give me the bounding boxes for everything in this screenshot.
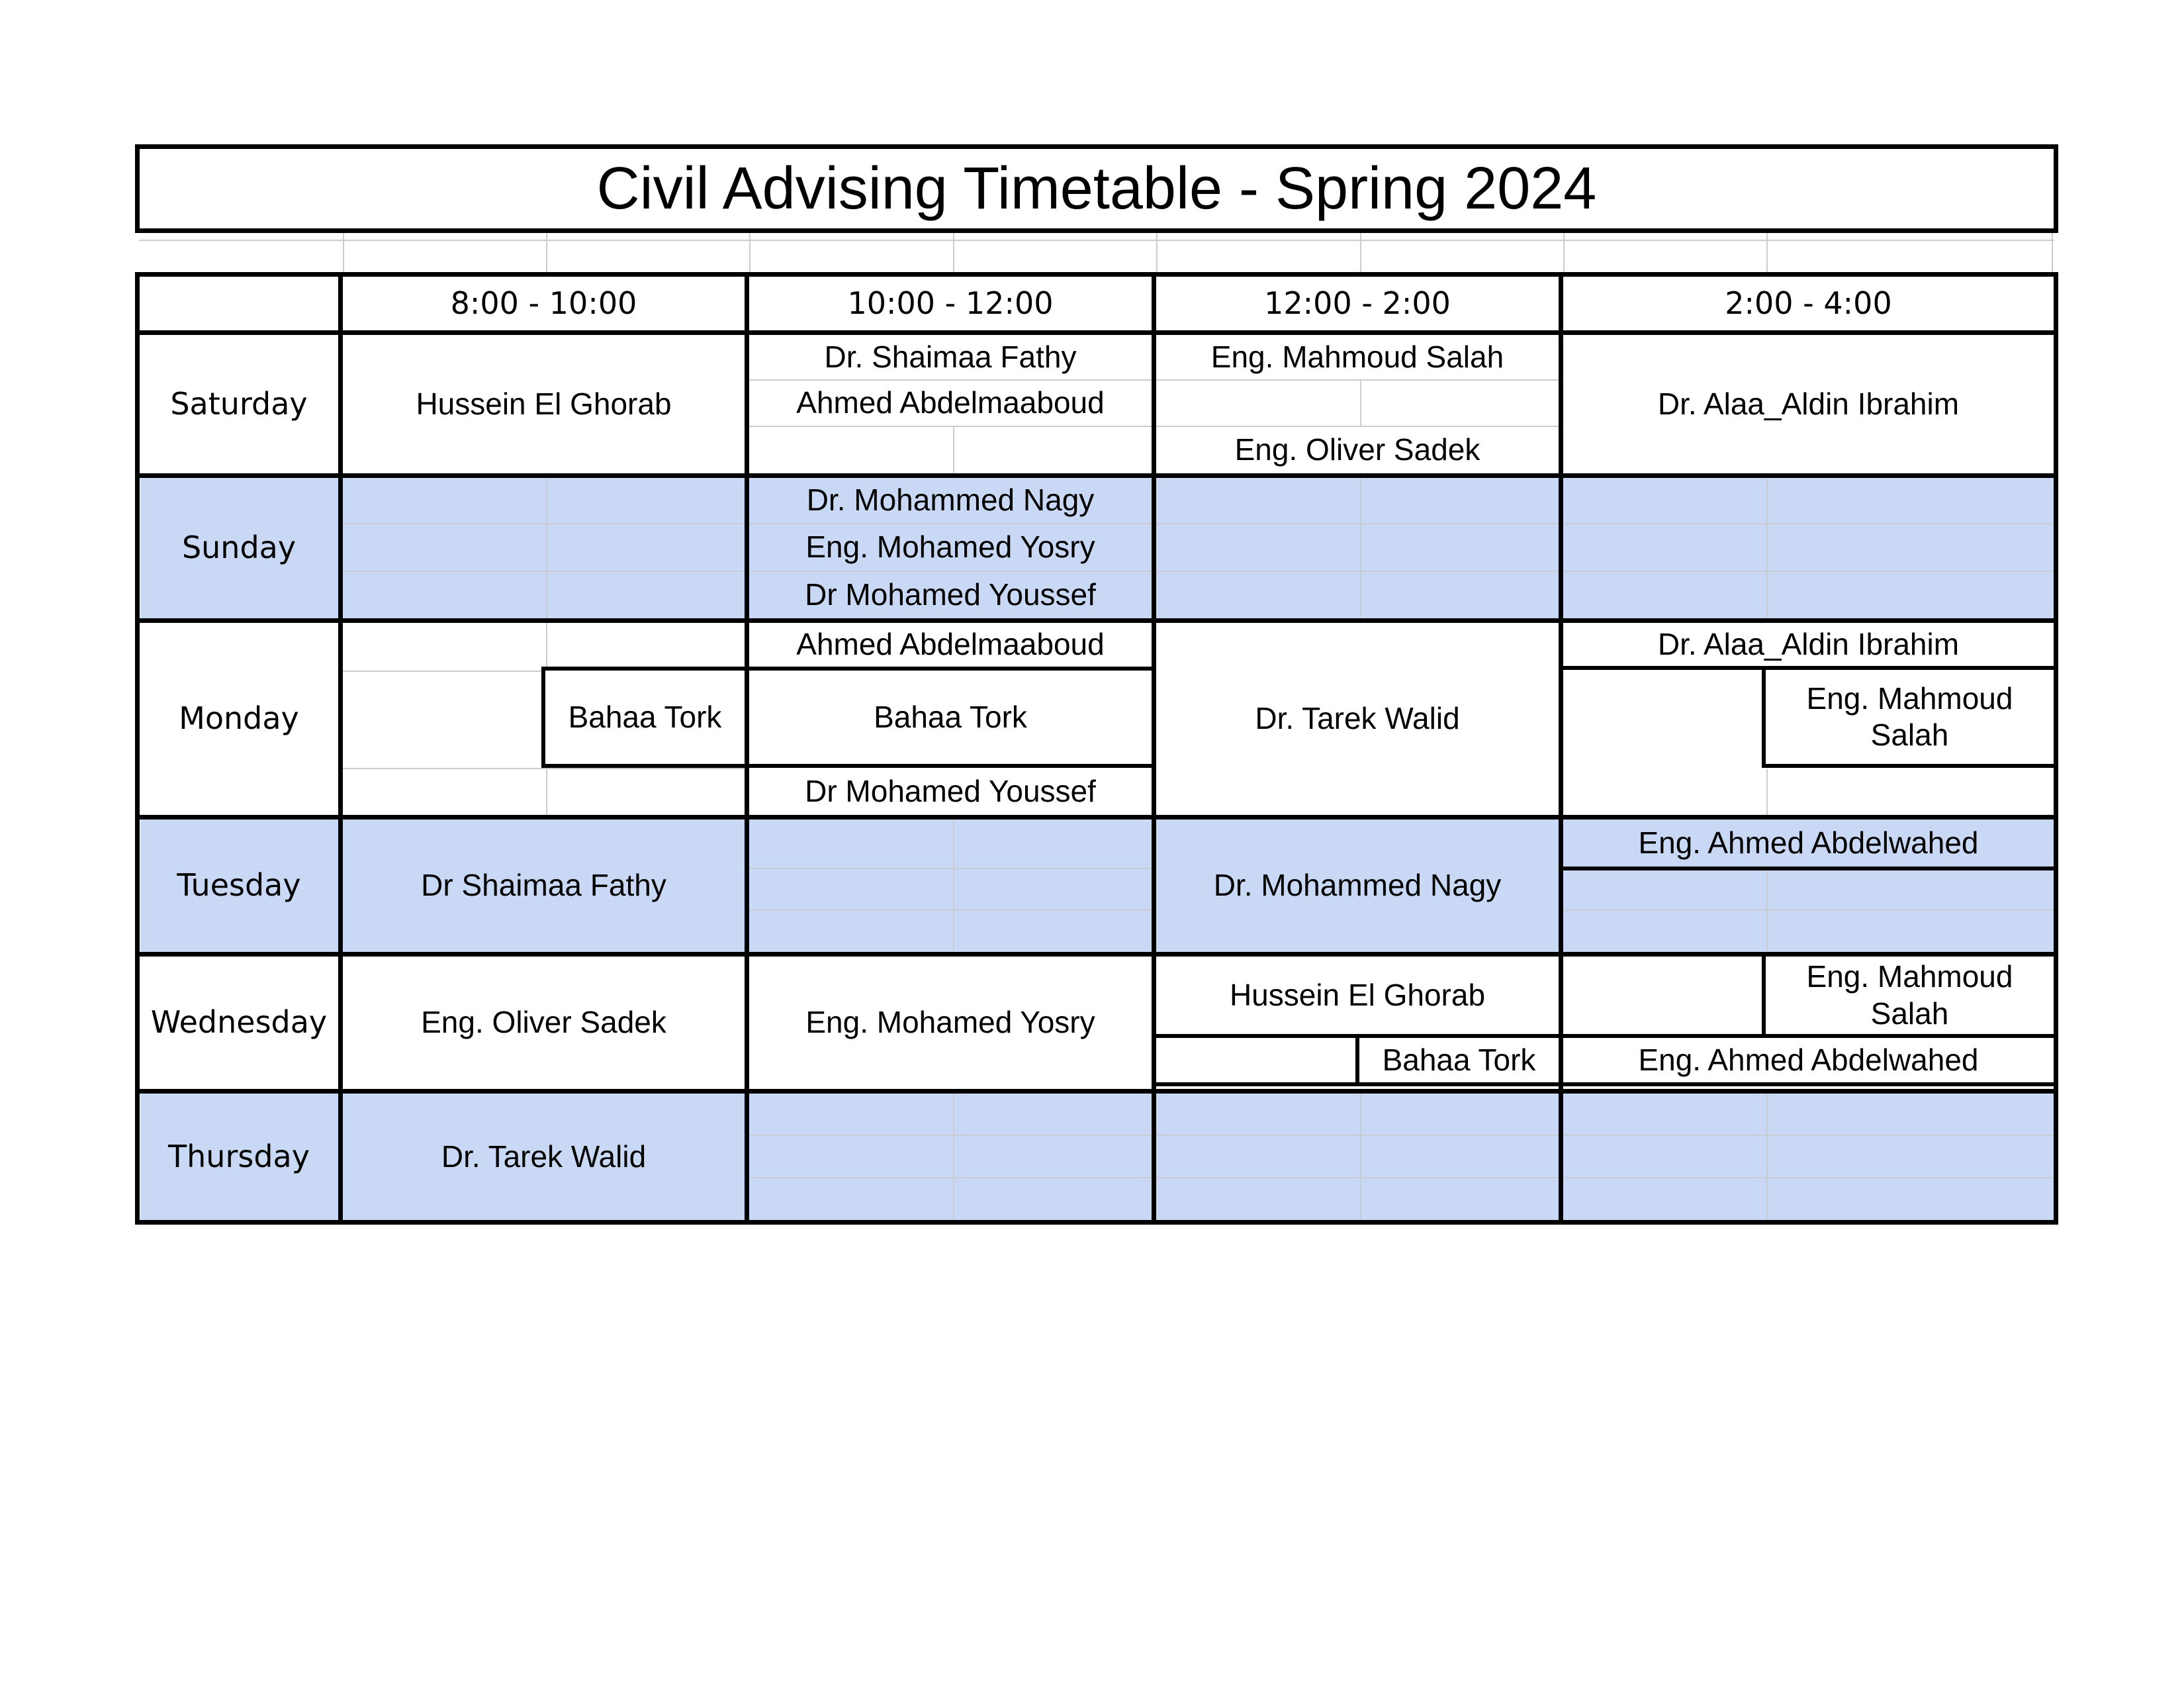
entry-wed-0204-a: Eng. Mahmoud Salah [1806, 959, 2013, 1031]
entry-wed-1202-b: Bahaa Tork [1382, 1042, 1536, 1077]
day-sunday: Sunday [181, 530, 296, 566]
day-wednesday: Wednesday [150, 1004, 328, 1041]
time-slot-0800-1000: 8:00 - 10:00 [450, 285, 637, 321]
entry-sun-1012-c: Dr Mohamed Youssef [805, 577, 1096, 612]
time-slot-1200-0200: 12:00 - 2:00 [1264, 285, 1451, 321]
entry-sat-1202-a: Eng. Mahmoud Salah [1210, 339, 1504, 374]
time-slot-1000-1200: 10:00 - 12:00 [847, 285, 1054, 321]
day-monday: Monday [179, 700, 299, 737]
page-title: Civil Advising Timetable - Spring 2024 [596, 156, 1597, 222]
entry-mon-1012-c: Dr Mohamed Youssef [805, 773, 1096, 808]
entry-sun-1012-b: Eng. Mohamed Yosry [805, 530, 1095, 565]
day-tuesday: Tuesday [177, 867, 301, 904]
entry-sat-0810: Hussein El Ghorab [416, 386, 672, 421]
entry-tue-0204: Eng. Ahmed Abdelwahed [1638, 825, 1979, 860]
entry-mon-0810: Bahaa Tork [568, 699, 722, 734]
entry-wed-0204-b: Eng. Ahmed Abdelwahed [1638, 1042, 1979, 1077]
entry-mon-0204-b: Eng. Mahmoud Salah [1806, 680, 2013, 752]
entry-sat-0204: Dr. Alaa_Aldin Ibrahim [1657, 386, 1960, 421]
entry-mon-1012-b: Bahaa Tork [874, 699, 1027, 734]
entry-thu-0810: Dr. Tarek Walid [441, 1139, 647, 1174]
entry-mon-0204-a: Dr. Alaa_Aldin Ibrahim [1657, 626, 1960, 661]
entry-wed-0810: Eng. Oliver Sadek [421, 1005, 666, 1040]
day-thursday: Thursday [168, 1138, 310, 1174]
entry-wed-1202-a: Hussein El Ghorab [1229, 977, 1486, 1012]
entry-sat-1202-b: Eng. Oliver Sadek [1234, 432, 1480, 467]
entry-sun-1012-a: Dr. Mohammed Nagy [806, 483, 1095, 518]
entry-tue-1202: Dr. Mohammed Nagy [1213, 868, 1502, 903]
entry-mon-1202: Dr. Tarek Walid [1255, 701, 1460, 736]
time-slot-0200-0400: 2:00 - 4:00 [1725, 285, 1892, 321]
entry-sat-1012-b: Ahmed Abdelmaaboud [796, 385, 1105, 420]
day-saturday: Saturday [170, 385, 308, 422]
entry-wed-1012: Eng. Mohamed Yosry [805, 1005, 1095, 1040]
entry-sat-1012-a: Dr. Shaimaa Fathy [824, 339, 1077, 374]
entry-tue-0810: Dr Shaimaa Fathy [421, 868, 666, 903]
entry-mon-1012-a: Ahmed Abdelmaaboud [796, 627, 1105, 662]
